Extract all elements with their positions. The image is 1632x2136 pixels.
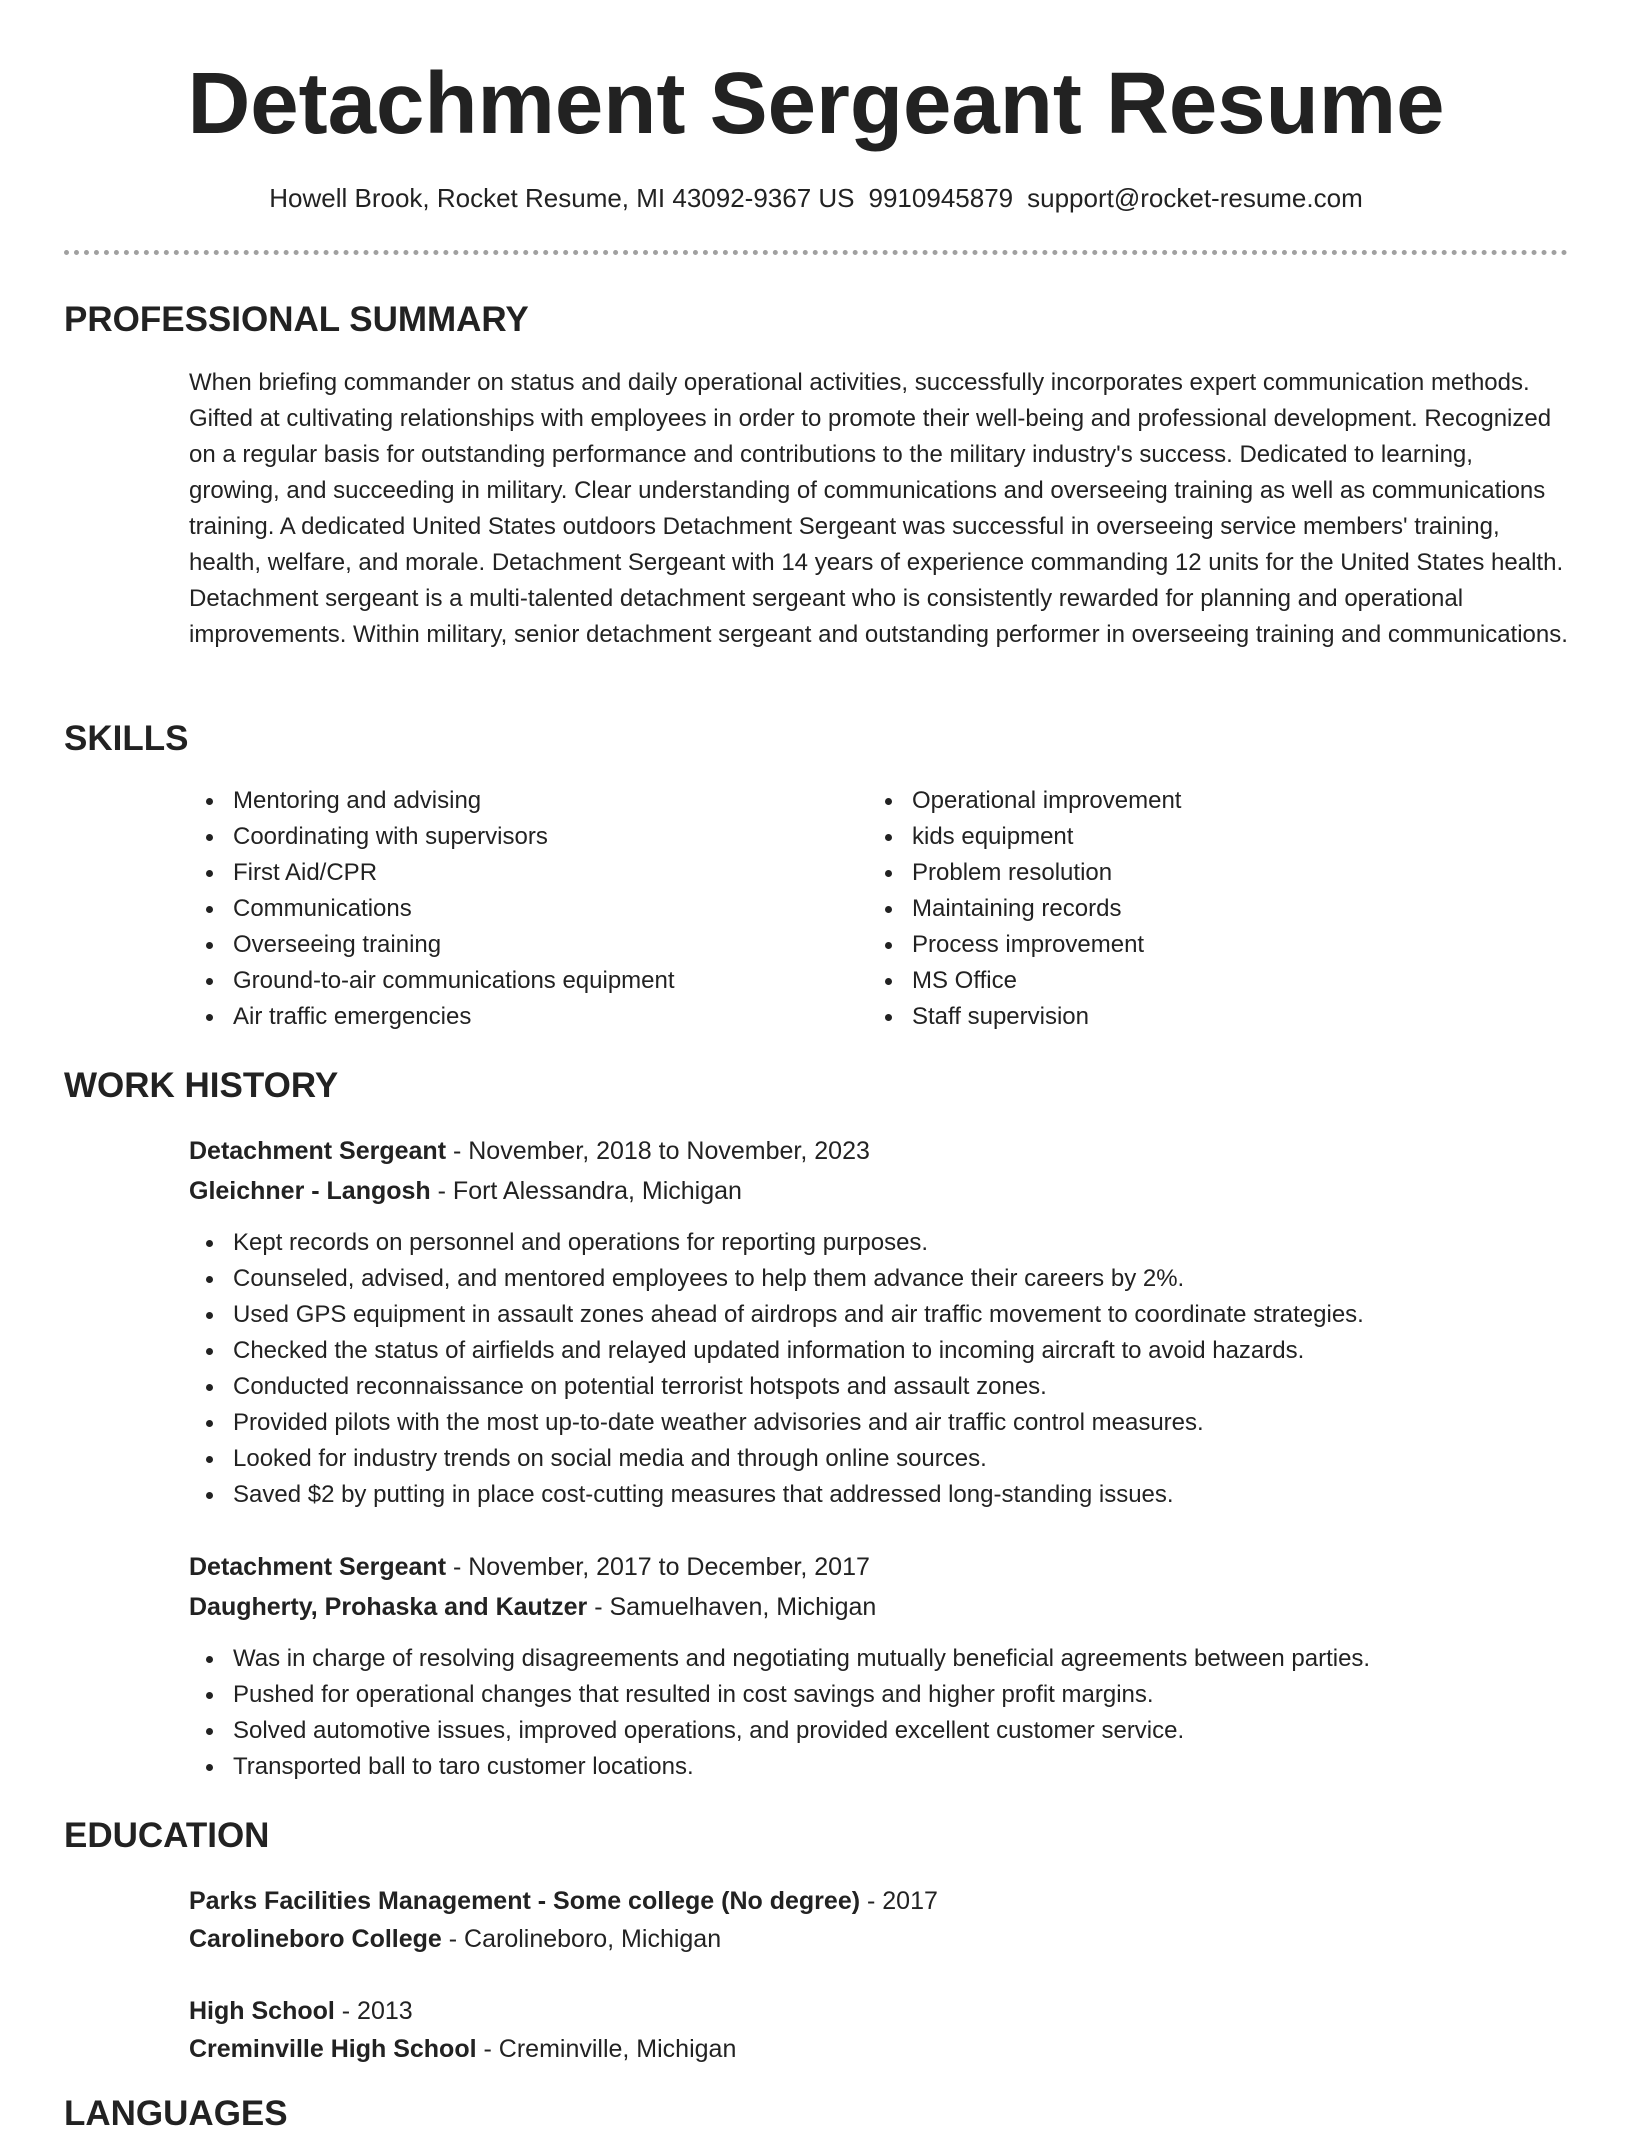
skill-item: Mentoring and advising (189, 783, 675, 819)
education-location: - Creminville, Michigan (476, 2035, 737, 2063)
education-year: - 2017 (860, 1887, 938, 1915)
duty-item: Used GPS equipment in assault zones ahead of airdrops and air traffic movement to coordinate strategies. (189, 1297, 1364, 1333)
duty-item: Pushed for operational changes that resulted in cost savings and higher profit margins. (189, 1677, 1370, 1713)
job-title: Detachment Sergeant (189, 1553, 447, 1581)
skills-right-column (868, 783, 1181, 1035)
skill-item: First Aid/CPR (189, 855, 675, 891)
education-school-line (189, 1921, 721, 1957)
duty-item: Was in charge of resolving disagreements and negotiating mutually beneficial agreements between parties. (189, 1641, 1370, 1677)
contact-phone: 9910945879 (868, 183, 1014, 213)
skill-item: Staff supervision (868, 999, 1181, 1035)
skill-item: MS Office (868, 963, 1181, 999)
job-location: - Samuelhaven, Michigan (587, 1593, 877, 1621)
education-location: - Carolineboro, Michigan (441, 1925, 722, 1953)
education-heading: EDUCATION (64, 1816, 270, 1855)
skill-item: Communications (189, 891, 675, 927)
job-company: Gleichner - Langosh (189, 1177, 431, 1205)
job-title: Detachment Sergeant (189, 1137, 447, 1165)
education-degree: Parks Facilities Management - Some college (No degree) (189, 1887, 861, 1915)
skill-item: Overseeing training (189, 927, 675, 963)
duty-item: Transported ball to taro customer locations. (189, 1749, 1370, 1785)
education-degree-line (189, 1883, 938, 1919)
header-divider (64, 250, 1568, 255)
education-degree: High School (189, 1997, 335, 2025)
skill-item: Problem resolution (868, 855, 1181, 891)
contact-line (0, 180, 1632, 216)
skills-heading: SKILLS (64, 719, 189, 758)
skills-left-column (189, 783, 675, 1035)
education-school-line (189, 2031, 736, 2067)
job-duties (189, 1641, 1370, 1785)
work-history-heading: WORK HISTORY (64, 1066, 339, 1105)
summary-text: When briefing commander on status and daily operational activities, successfully incorporates expert communication methods. Gifted at cultivating relationships with employees in order to promote their well-being and professional development. Recognized on a regular basis for outstanding performance and contributions to the military industry's success. Dedicated to learning, growing, and succeeding in military. Clear understanding of communications and overseeing training as well as communications training. A dedicated United States outdoors Detachment Sergeant was successful in overseeing service members' training, health, welfare, and morale. Detachment Sergeant with 14 years of experience commanding 12 units for the United States health. Detachment sergeant is a multi-talented detachment sergeant who is consistently rewarded for planning and operational improvements. Within military, senior detachment sergeant and outstanding performer in overseeing training and communications. (189, 369, 1568, 648)
contact-email: support@rocket-resume.com (1027, 183, 1363, 213)
skill-item: Ground-to-air communications equipment (189, 963, 675, 999)
duty-item: Saved $2 by putting in place cost-cutting measures that addressed long-standing issues. (189, 1477, 1364, 1513)
job-title-line (189, 1549, 870, 1585)
duty-item: Counseled, advised, and mentored employees to help them advance their careers by 2%. (189, 1261, 1364, 1297)
education-year: - 2013 (334, 1997, 413, 2025)
job-company-line (189, 1589, 876, 1625)
skill-item: Maintaining records (868, 891, 1181, 927)
duty-item: Kept records on personnel and operations for reporting purposes. (189, 1225, 1364, 1261)
duty-item: Looked for industry trends on social media and through online sources. (189, 1441, 1364, 1477)
education-degree-line (189, 1993, 413, 2029)
skill-item: Air traffic emergencies (189, 999, 675, 1035)
summary-heading: PROFESSIONAL SUMMARY (64, 300, 529, 339)
job-company-line (189, 1173, 742, 1209)
job-company: Daugherty, Prohaska and Kautzer (189, 1593, 588, 1621)
education-school: Carolineboro College (189, 1925, 442, 1953)
duty-item: Conducted reconnaissance on potential terrorist hotspots and assault zones. (189, 1369, 1364, 1405)
duty-item: Checked the status of airfields and relayed updated information to incoming aircraft to avoid hazards. (189, 1333, 1364, 1369)
contact-address: Howell Brook, Rocket Resume, MI 43092-9367 US (269, 183, 855, 213)
skill-item: Operational improvement (868, 783, 1181, 819)
languages-heading: LANGUAGES (64, 2094, 288, 2133)
skill-item: kids equipment (868, 819, 1181, 855)
resume-title: Detachment Sergeant Resume (187, 55, 1445, 152)
job-dates: - November, 2018 to November, 2023 (446, 1137, 870, 1165)
education-school: Creminville High School (189, 2035, 477, 2063)
job-duties (189, 1225, 1364, 1513)
skill-item: Coordinating with supervisors (189, 819, 675, 855)
skill-item: Process improvement (868, 927, 1181, 963)
job-dates: - November, 2017 to December, 2017 (446, 1553, 870, 1581)
duty-item: Provided pilots with the most up-to-date weather advisories and air traffic control measures. (189, 1405, 1364, 1441)
job-title-line (189, 1133, 870, 1169)
job-location: - Fort Alessandra, Michigan (430, 1177, 742, 1205)
duty-item: Solved automotive issues, improved operations, and provided excellent customer service. (189, 1713, 1370, 1749)
